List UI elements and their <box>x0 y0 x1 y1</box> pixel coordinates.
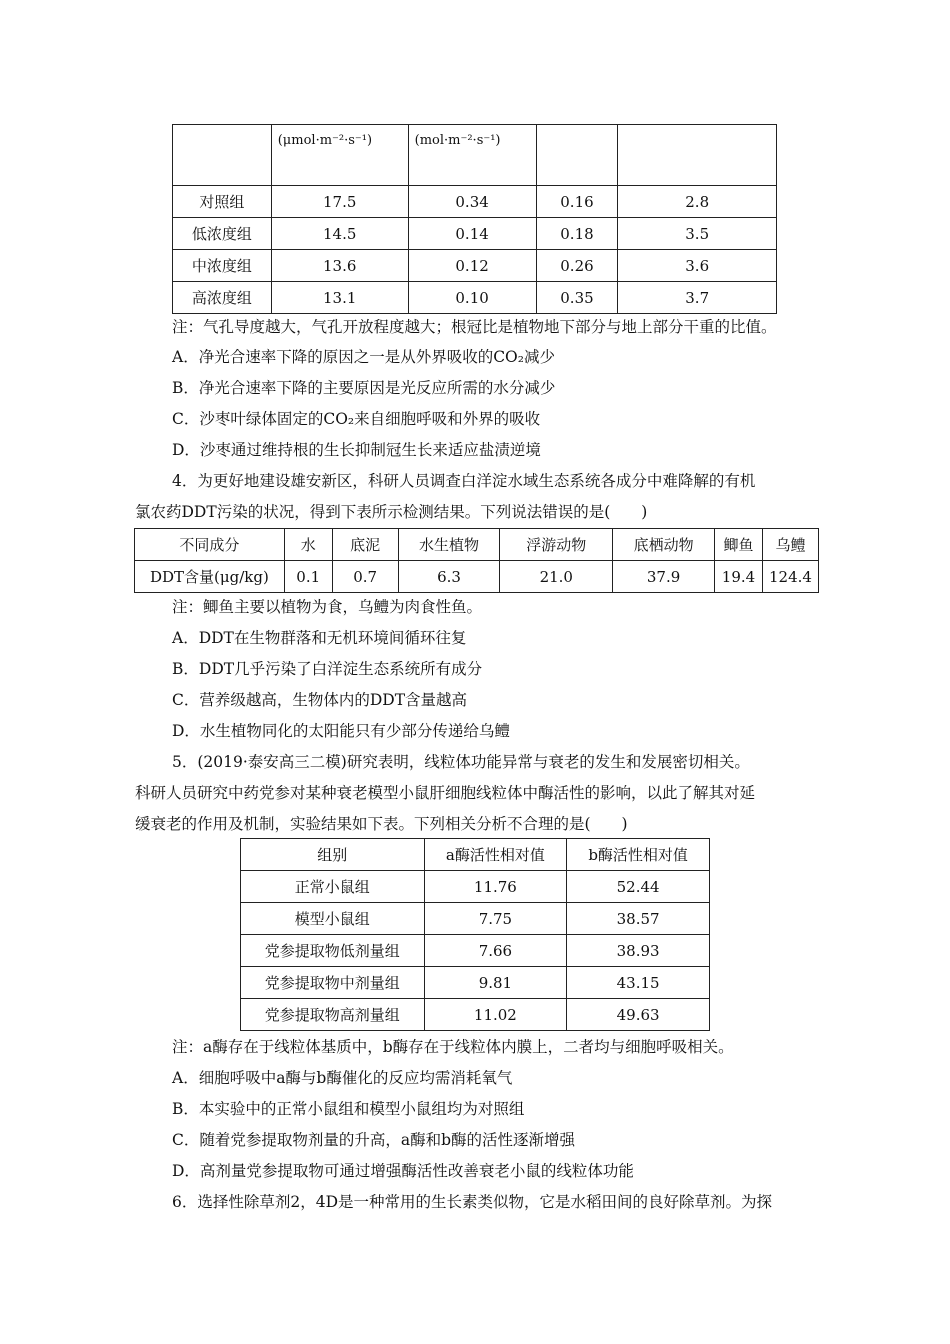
table-cell: 3.7 <box>618 282 777 314</box>
option-a: A．DDT在生物群落和无机环境间循环往复 <box>172 629 467 647</box>
table-cell: 0.12 <box>408 250 536 282</box>
option-a: A．净光合速率下降的原因之一是从外界吸收的CO₂减少 <box>172 348 555 366</box>
question-stem: 氯农药DDT污染的状况，得到下表所示检测结果。下列说法错误的是( ) <box>135 503 648 521</box>
table-row <box>135 561 819 593</box>
table-cell: 124.4 <box>762 561 818 593</box>
table-cell: 3.6 <box>618 250 777 282</box>
table-cell: 43.15 <box>567 967 710 999</box>
table-header-cell: (mol·m⁻²·s⁻¹) <box>408 125 536 186</box>
table-note: 注：气孔导度越大，气孔开放程度越大；根冠比是植物地下部分与地上部分干重的比值。 <box>172 318 777 336</box>
table-cell: 14.5 <box>271 218 408 250</box>
table-cell: 17.5 <box>271 186 408 218</box>
table-header-cell: 不同成分 <box>135 529 285 561</box>
question-stem: 科研人员研究中药党参对某种衰老模型小鼠肝细胞线粒体中酶活性的影响，以此了解其对延 <box>135 784 756 802</box>
table-header-row <box>135 529 819 561</box>
table-cell: 中浓度组 <box>173 250 272 282</box>
option-c: C．营养级越高，生物体内的DDT含量越高 <box>172 691 468 709</box>
table-row <box>173 250 777 282</box>
table-note: 注：a酶存在于线粒体基质中，b酶存在于线粒体内膜上，二者均与细胞呼吸相关。 <box>172 1038 734 1056</box>
table-cell: 模型小鼠组 <box>241 903 425 935</box>
table-header-cell: 组别 <box>241 839 425 871</box>
table-cell: 13.1 <box>271 282 408 314</box>
table-cell: 0.26 <box>536 250 618 282</box>
table-header-cell: a酶活性相对值 <box>424 839 567 871</box>
table-cell: 37.9 <box>613 561 715 593</box>
table-cell: 党参提取物高剂量组 <box>241 999 425 1031</box>
table-header-cell: 乌鳢 <box>762 529 818 561</box>
option-c: C．沙枣叶绿体固定的CO₂来自细胞呼吸和外界的吸收 <box>172 410 541 428</box>
table-cell: 低浓度组 <box>173 218 272 250</box>
table-cell: 高浓度组 <box>173 282 272 314</box>
table-row <box>173 282 777 314</box>
option-d: D．沙枣通过维持根的生长抑制冠生长来适应盐渍逆境 <box>172 441 541 459</box>
table-row <box>241 871 710 903</box>
table-cell: 党参提取物低剂量组 <box>241 935 425 967</box>
table-cell: 0.35 <box>536 282 618 314</box>
table-note: 注：鲫鱼主要以植物为食，乌鳢为肉食性鱼。 <box>172 598 483 616</box>
table-row <box>241 967 710 999</box>
table-row <box>173 186 777 218</box>
table-cell: 3.5 <box>618 218 777 250</box>
table-cell: 0.7 <box>332 561 398 593</box>
table-row <box>241 935 710 967</box>
table-cell: 38.57 <box>567 903 710 935</box>
table-header-cell <box>536 125 618 186</box>
table-cell: 2.8 <box>618 186 777 218</box>
option-d: D．水生植物同化的太阳能只有少部分传递给乌鳢 <box>172 722 510 740</box>
photosynthesis-table <box>172 124 777 314</box>
table-cell: 0.14 <box>408 218 536 250</box>
table-cell: 11.76 <box>424 871 567 903</box>
table-row <box>241 903 710 935</box>
option-b: B．本实验中的正常小鼠组和模型小鼠组均为对照组 <box>172 1100 525 1118</box>
table-cell: 6.3 <box>398 561 500 593</box>
table-cell: DDT含量(μg/kg) <box>135 561 285 593</box>
table-cell: 52.44 <box>567 871 710 903</box>
table-cell: 49.63 <box>567 999 710 1031</box>
table-header-cell <box>173 125 272 186</box>
table-cell: 对照组 <box>173 186 272 218</box>
table-cell: 0.34 <box>408 186 536 218</box>
table-header-row <box>241 839 710 871</box>
table-cell: 党参提取物中剂量组 <box>241 967 425 999</box>
question-stem: 4．为更好地建设雄安新区，科研人员调查白洋淀水域生态系统各成分中难降解的有机 <box>172 472 756 490</box>
option-c: C．随着党参提取物剂量的升高，a酶和b酶的活性逐渐增强 <box>172 1131 576 1149</box>
table-cell: 21.0 <box>500 561 613 593</box>
question-stem: 缓衰老的作用及机制，实验结果如下表。下列相关分析不合理的是( ) <box>135 815 628 833</box>
table-cell: 0.10 <box>408 282 536 314</box>
table-cell: 0.16 <box>536 186 618 218</box>
ddt-table <box>134 528 819 593</box>
table-row <box>173 218 777 250</box>
table-cell: 0.1 <box>284 561 332 593</box>
table-cell: 19.4 <box>715 561 763 593</box>
option-d: D．高剂量党参提取物可通过增强酶活性改善衰老小鼠的线粒体功能 <box>172 1162 634 1180</box>
table-header-cell: 底泥 <box>332 529 398 561</box>
table-header-cell: 底栖动物 <box>613 529 715 561</box>
table-header-cell: b酶活性相对值 <box>567 839 710 871</box>
table-cell: 13.6 <box>271 250 408 282</box>
option-a: A．细胞呼吸中a酶与b酶催化的反应均需消耗氧气 <box>172 1069 513 1087</box>
table-cell: 9.81 <box>424 967 567 999</box>
table-cell: 7.66 <box>424 935 567 967</box>
table-header-cell: 浮游动物 <box>500 529 613 561</box>
table-header-cell: 水生植物 <box>398 529 500 561</box>
table-cell: 38.93 <box>567 935 710 967</box>
table-header-cell <box>618 125 777 186</box>
table-row <box>241 999 710 1031</box>
table-header-cell: 水 <box>284 529 332 561</box>
enzyme-table <box>240 838 710 1031</box>
table-cell: 7.75 <box>424 903 567 935</box>
table-cell: 0.18 <box>536 218 618 250</box>
table-cell: 正常小鼠组 <box>241 871 425 903</box>
option-b: B．净光合速率下降的主要原因是光反应所需的水分减少 <box>172 379 556 397</box>
table-cell: 11.02 <box>424 999 567 1031</box>
question-stem: 6．选择性除草剂2，4D是一种常用的生长素类似物，它是水稻田间的良好除草剂。为探 <box>172 1193 773 1211</box>
question-stem: 5．(2019·泰安高三二模)研究表明，线粒体功能异常与衰老的发生和发展密切相关。 <box>172 753 750 771</box>
table-header-cell: 鲫鱼 <box>715 529 763 561</box>
table-header-cell: (μmol·m⁻²·s⁻¹) <box>271 125 408 186</box>
option-b: B．DDT几乎污染了白洋淀生态系统所有成分 <box>172 660 483 678</box>
